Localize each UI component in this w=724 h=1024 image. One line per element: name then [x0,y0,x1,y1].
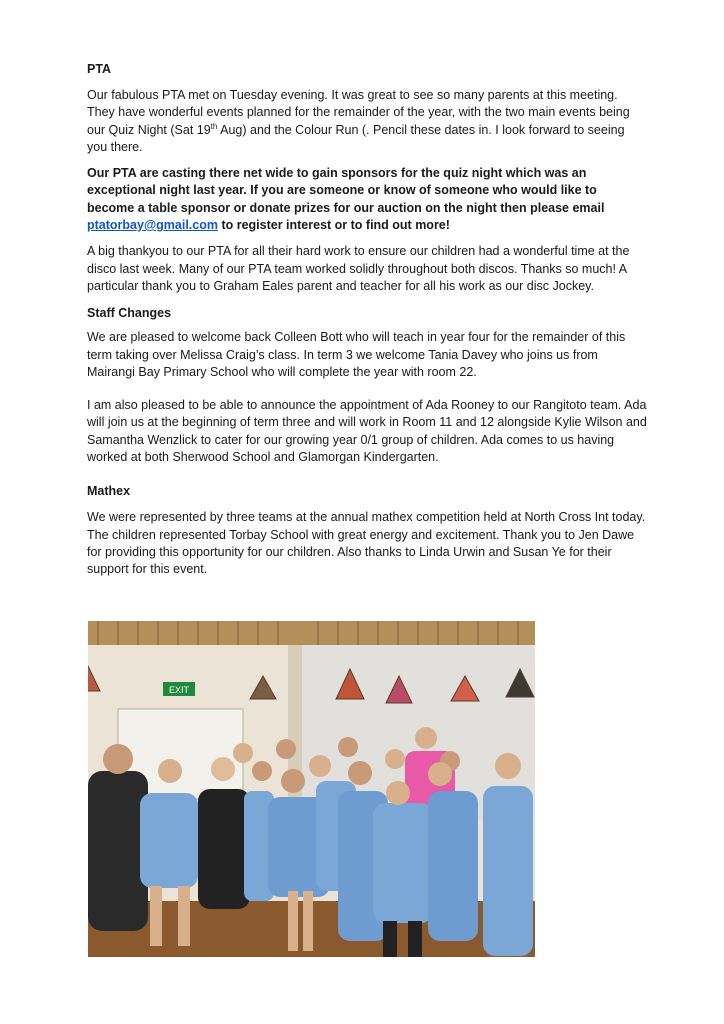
pta-heading: PTA [87,62,112,76]
staff-paragraph-1: We are pleased to welcome back Colleen Bott who will teach in year four for the remainder of this term taking over Melissa Craig’s class. In term 3 we welcome Tania Davey who joins us from Mairangi Bay Primary School who will complete the year with room 22. [87,330,626,379]
staff-changes-heading: Staff Changes [87,306,172,321]
newsletter-page [87,60,647,579]
staff-paragraph-2: I am also pleased to be able to announce the appointment of Ada Rooney to our Rangitoto team. Ada will join us at the beginning of term three and will work in Room 11 and 12 alongside Kylie Wilson and Samantha Wenzlick to cater for our growing year 0/1 group of children. Ada comes to us having worked at both Sherwood School and Glamorgan Kindergarten. [87,398,647,465]
group-photo-illustration [88,621,535,957]
pta-paragraph-1: Our fabulous PTA met on Tuesday evening. It was great to see so many parents at this meeting. They have wonderful events planned for the remainder of the year, with the two main events being our Quiz Night (Sat 19th Aug) and the Colour Run (. Pencil these dates in. I look forward to seeing you there. [87,88,630,154]
exit-sign [163,682,195,696]
mathex-paragraph: We were represented by three teams at the annual mathex competition held at North Cross Int today. The children represented Torbay School with great energy and excitement. Thank you to Jen Dawe for providing this opportunity for our children. Also thanks to Linda Urwin and Susan Ye for their support for this event. [87,510,646,577]
pta-sponsor-paragraph: Our PTA are casting there net wide to gain sponsors for the quiz night which was an exceptional night last year. If you are someone or know of someone who would like to become a table sponsor or donate prizes for our auction on the night then please email ptatorbay@gmail.com to register interest or to find out more! [87,166,605,233]
svg-text:EXIT: EXIT [168,685,190,695]
pta-thankyou-paragraph: A big thankyou to our PTA for all their hard work to ensure our children had a wonderful time at the disco last week. Many of our PTA team worked solidly throughout both discos. Thanks so much! A particular thank you to Graham Eales parent and teacher for all his work as our disc Jockey. [87,244,630,293]
mathex-heading: Mathex [87,484,131,499]
pta-email-link[interactable]: ptatorbay@gmail.com [87,218,218,233]
mathex-team-photo [88,621,535,957]
